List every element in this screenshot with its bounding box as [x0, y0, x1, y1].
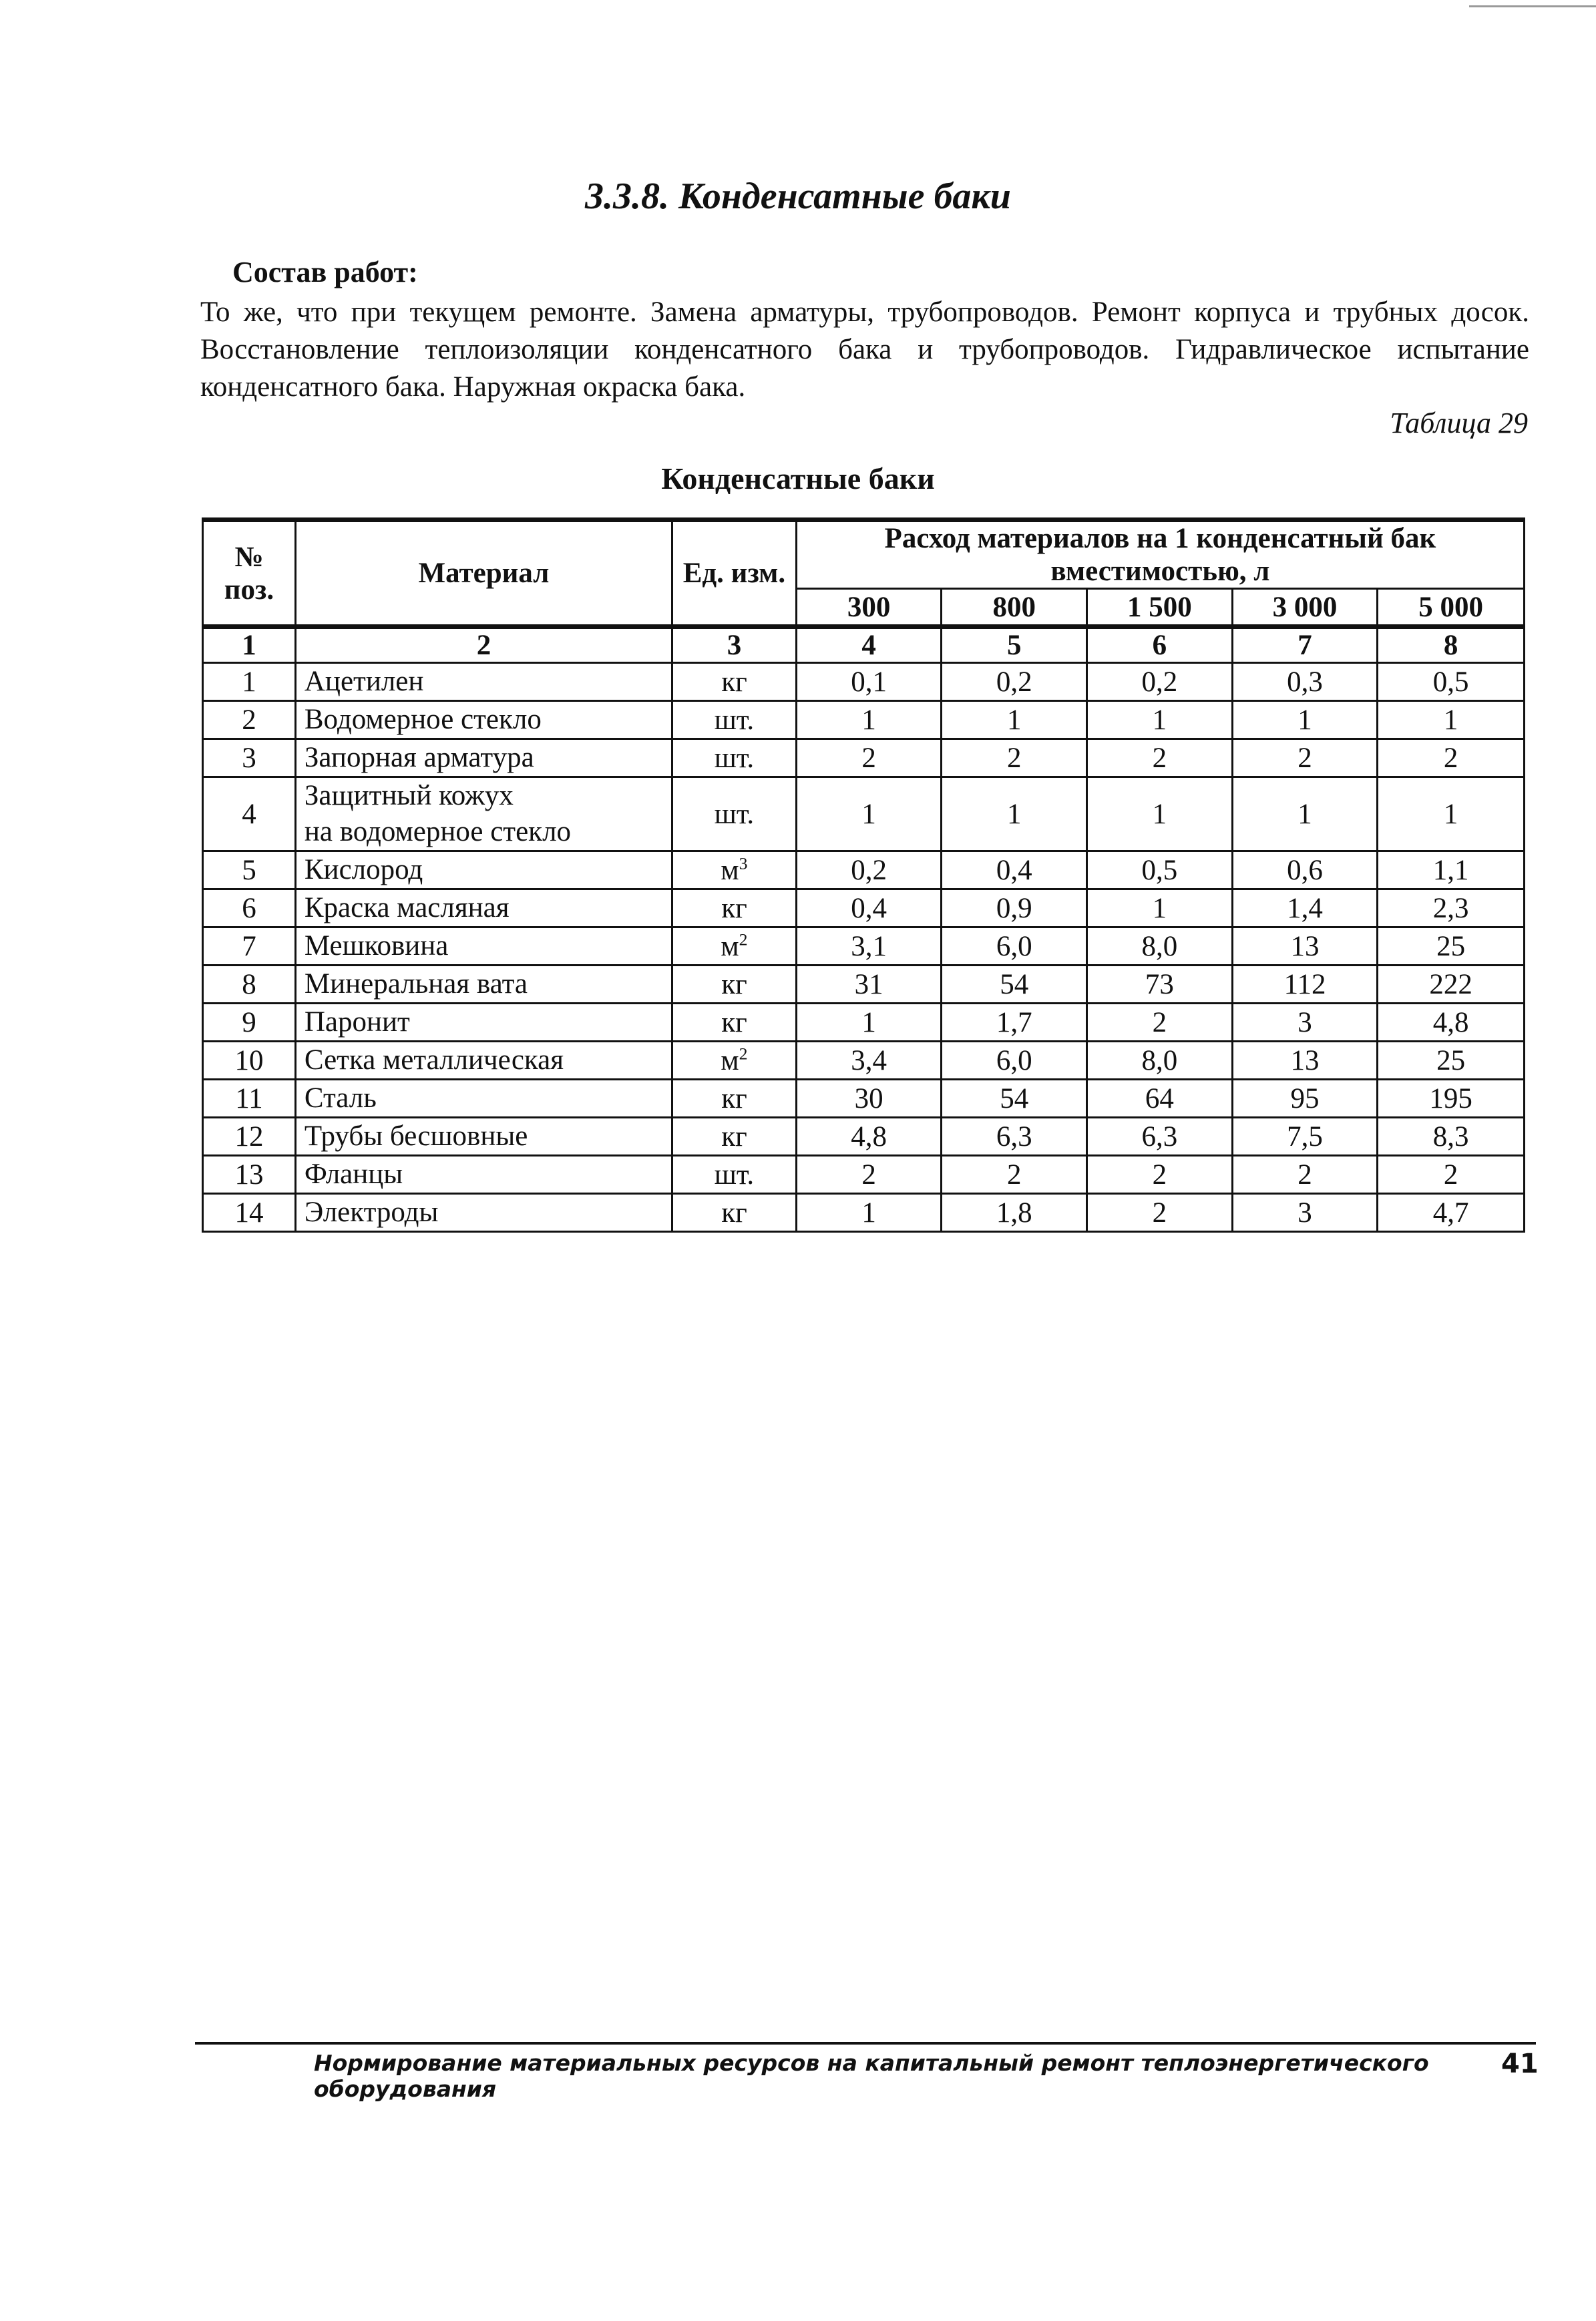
row-value-text: 0,5	[1141, 854, 1178, 886]
row-pos	[203, 663, 296, 701]
column-numbers-row	[203, 627, 1525, 663]
row-value	[942, 889, 1087, 927]
row-pos	[203, 777, 296, 851]
row-unit-text: кг	[721, 666, 747, 698]
row-value-text: 13	[1290, 1044, 1320, 1076]
row-value-text: 64	[1145, 1082, 1174, 1114]
row-value	[1087, 777, 1233, 851]
row-value	[942, 701, 1087, 739]
table-row	[203, 777, 1525, 851]
row-pos-text: 12	[234, 1120, 264, 1152]
table-row	[203, 966, 1525, 1004]
row-material-text: Паронит	[304, 1006, 410, 1038]
row-value	[1087, 1080, 1233, 1118]
row-value	[1378, 739, 1525, 777]
table-row	[203, 851, 1525, 889]
row-value-text: 1	[1007, 704, 1022, 736]
row-value	[1378, 851, 1525, 889]
row-value	[1232, 966, 1378, 1004]
table-row	[203, 1080, 1525, 1118]
row-material	[295, 1194, 672, 1232]
row-material	[295, 1118, 672, 1156]
row-unit-text: шт.	[714, 742, 755, 774]
column-number: 4	[796, 627, 942, 663]
table-title: Конденсатные баки	[661, 461, 935, 495]
table-row	[203, 1194, 1525, 1232]
row-value-text: 2	[1152, 1197, 1167, 1229]
row-unit-text: шт.	[714, 704, 755, 736]
row-value-text: 0,2	[851, 854, 887, 886]
row-material-text: Сталь	[304, 1082, 377, 1114]
row-material-text: Ацетилен	[304, 666, 424, 697]
row-pos-text: 1	[242, 666, 256, 698]
row-pos	[203, 1118, 296, 1156]
row-value-text: 0,4	[996, 854, 1032, 886]
row-value	[942, 777, 1087, 851]
header-unit: Ед. изм.	[672, 520, 797, 627]
work-description-paragraph: То же, что при текущем ремонте. Замена арматуры, трубопроводов. Ремонт корпуса и трубных досок. Восстановление теплоизоляции конденсатного бака и трубопроводов. Гидравлическое испытание конденсатного бака. Наружная окраска бака.	[200, 296, 1529, 403]
row-value-text: 30	[854, 1082, 883, 1114]
row-unit	[672, 966, 797, 1004]
row-unit	[672, 851, 797, 889]
row-value	[1232, 851, 1378, 889]
row-value-text: 1	[1298, 798, 1312, 830]
row-pos-text: 11	[235, 1082, 263, 1114]
row-value-text: 95	[1290, 1082, 1320, 1114]
row-material	[295, 1042, 672, 1080]
row-value	[1232, 1156, 1378, 1194]
row-value	[796, 777, 942, 851]
row-value	[1378, 1080, 1525, 1118]
row-value	[1378, 1042, 1525, 1080]
row-unit	[672, 1080, 797, 1118]
row-pos-text: 5	[242, 854, 256, 886]
section-heading: 3.3.8. Конденсатные баки	[585, 176, 1011, 217]
row-material	[295, 1080, 672, 1118]
unit-superscript: 2	[739, 1044, 748, 1064]
row-value-text: 0,2	[1141, 666, 1178, 698]
column-number: 6	[1087, 627, 1233, 663]
page-number: 41	[1501, 2049, 1539, 2079]
row-value	[1232, 927, 1378, 966]
row-value-text: 2	[1152, 1158, 1167, 1191]
row-value	[1232, 701, 1378, 739]
row-value-text: 4,8	[851, 1120, 887, 1152]
table-number-label: Таблица 29	[1390, 407, 1528, 439]
row-value-text: 2	[1007, 742, 1022, 774]
column-number: 2	[295, 627, 672, 663]
row-value	[942, 1042, 1087, 1080]
row-value	[1087, 701, 1233, 739]
row-value	[1232, 1080, 1378, 1118]
table-row	[203, 1156, 1525, 1194]
row-value	[1232, 663, 1378, 701]
row-value-text: 54	[1000, 968, 1029, 1000]
row-value-text: 2	[1152, 742, 1167, 774]
row-material-text: Водомерное стекло	[304, 704, 542, 735]
row-unit	[672, 1118, 797, 1156]
row-value	[1232, 1118, 1378, 1156]
row-pos-text: 10	[234, 1044, 264, 1076]
table-row	[203, 1004, 1525, 1042]
column-number: 7	[1232, 627, 1378, 663]
row-value	[796, 739, 942, 777]
row-unit-text: шт.	[714, 798, 755, 830]
row-value-text: 6,3	[996, 1120, 1032, 1152]
row-value	[796, 701, 942, 739]
row-pos-text: 4	[242, 798, 256, 830]
row-value-text: 0,1	[851, 666, 887, 698]
row-value	[1087, 1004, 1233, 1042]
row-value	[796, 1156, 942, 1194]
row-value-text: 0,9	[996, 892, 1032, 924]
row-value-text: 25	[1436, 1044, 1466, 1076]
row-material-text: Кислород	[304, 854, 423, 885]
row-value	[1087, 663, 1233, 701]
row-unit-text: кг	[721, 1006, 747, 1038]
row-unit-text: м	[721, 1044, 739, 1076]
row-value	[942, 1194, 1087, 1232]
materials-table	[202, 517, 1525, 1233]
row-value	[1378, 663, 1525, 701]
work-composition-label: Состав работ:	[232, 256, 418, 288]
row-value	[796, 663, 942, 701]
row-value	[1232, 739, 1378, 777]
row-unit	[672, 663, 797, 701]
row-value-text: 3	[1298, 1197, 1312, 1229]
header-pos: № поз.	[203, 520, 296, 627]
row-value	[1378, 701, 1525, 739]
row-value	[1087, 1118, 1233, 1156]
row-value-text: 4,7	[1432, 1197, 1469, 1229]
row-value	[796, 1004, 942, 1042]
row-material	[295, 777, 672, 851]
row-value	[942, 927, 1087, 966]
row-material-text: Мешковина	[304, 930, 449, 962]
row-value-text: 222	[1429, 968, 1472, 1000]
row-pos	[203, 1042, 296, 1080]
row-value-text: 1	[1152, 798, 1167, 830]
header-consumption: Расход материалов на 1 конденсатный бак вместимостью, л	[796, 520, 1524, 589]
row-pos-text: 14	[234, 1197, 264, 1229]
row-value-text: 3,4	[851, 1044, 887, 1076]
row-pos-text: 7	[242, 930, 256, 962]
row-unit-text: кг	[721, 968, 747, 1000]
row-pos	[203, 966, 296, 1004]
header-capacity: 800	[942, 589, 1087, 627]
table-row	[203, 701, 1525, 739]
table-row	[203, 663, 1525, 701]
row-unit	[672, 1156, 797, 1194]
row-value	[796, 966, 942, 1004]
row-unit	[672, 1004, 797, 1042]
header-capacity: 300	[796, 589, 942, 627]
row-value	[942, 1118, 1087, 1156]
row-value-text: 4,8	[1432, 1006, 1469, 1038]
row-value	[1087, 851, 1233, 889]
header-material: Материал	[295, 520, 672, 627]
row-value-text: 1	[861, 798, 876, 830]
row-value	[1378, 966, 1525, 1004]
row-value-text: 2	[1298, 1158, 1312, 1191]
row-pos	[203, 851, 296, 889]
row-value-text: 1	[1443, 798, 1458, 830]
row-value-text: 31	[854, 968, 883, 1000]
row-value	[1087, 1194, 1233, 1232]
row-value	[796, 1194, 942, 1232]
row-value	[1087, 927, 1233, 966]
row-value	[942, 663, 1087, 701]
row-material	[295, 739, 672, 777]
row-value	[1378, 1194, 1525, 1232]
row-value-text: 0,6	[1287, 854, 1323, 886]
row-value-text: 1,7	[996, 1006, 1032, 1038]
row-material-text: Запорная арматура	[304, 742, 534, 773]
row-value-text: 13	[1290, 930, 1320, 962]
row-unit	[672, 777, 797, 851]
row-unit-text: м	[721, 854, 739, 886]
row-value-text: 6,0	[996, 930, 1032, 962]
row-value	[1378, 927, 1525, 966]
row-value-text: 112	[1283, 968, 1326, 1000]
row-value-text: 3	[1298, 1006, 1312, 1038]
row-value-text: 0,3	[1287, 666, 1323, 698]
row-value	[1232, 1194, 1378, 1232]
row-value-text: 1	[1443, 704, 1458, 736]
row-material	[295, 966, 672, 1004]
row-value-text: 0,4	[851, 892, 887, 924]
row-material-text: на водомерное стекло	[304, 816, 572, 847]
row-pos	[203, 1004, 296, 1042]
row-value	[942, 1080, 1087, 1118]
row-material	[295, 701, 672, 739]
header-capacity: 1 500	[1087, 589, 1233, 627]
row-value-text: 25	[1436, 930, 1466, 962]
row-value-text: 54	[1000, 1082, 1029, 1114]
row-value-text: 0,2	[996, 666, 1032, 698]
row-value-text: 1,4	[1287, 892, 1323, 924]
table-row	[203, 1118, 1525, 1156]
row-unit-text: кг	[721, 892, 747, 924]
row-value	[1232, 889, 1378, 927]
row-pos	[203, 701, 296, 739]
row-value-text: 2	[1443, 1158, 1458, 1191]
row-material-text: Минеральная вата	[304, 968, 528, 1000]
row-material	[295, 889, 672, 927]
unit-superscript: 3	[739, 853, 748, 873]
row-value	[1087, 1042, 1233, 1080]
row-value	[1232, 1004, 1378, 1042]
row-unit	[672, 889, 797, 927]
row-value	[942, 851, 1087, 889]
row-value	[796, 851, 942, 889]
row-value-text: 8,0	[1141, 930, 1178, 962]
row-pos-text: 13	[234, 1158, 264, 1191]
column-number: 8	[1378, 627, 1525, 663]
row-material-text: Краска масляная	[304, 892, 510, 923]
row-value	[1087, 889, 1233, 927]
row-value	[1378, 889, 1525, 927]
column-number: 5	[942, 627, 1087, 663]
row-unit	[672, 1194, 797, 1232]
row-value-text: 6,0	[996, 1044, 1032, 1076]
row-material-text: Трубы бесшовные	[304, 1120, 528, 1152]
row-value-text: 73	[1145, 968, 1174, 1000]
row-value-text: 1	[1152, 892, 1167, 924]
row-unit-text: м	[721, 930, 739, 962]
row-unit-text: кг	[721, 1120, 747, 1152]
row-value	[796, 1118, 942, 1156]
top-edge-rule	[1469, 5, 1596, 7]
row-material	[295, 663, 672, 701]
row-unit-text: кг	[721, 1082, 747, 1114]
row-value	[942, 739, 1087, 777]
row-pos	[203, 1194, 296, 1232]
row-material-text: Сетка металлическая	[304, 1044, 564, 1076]
row-pos-text: 8	[242, 968, 256, 1000]
row-material	[295, 927, 672, 966]
row-value-text: 1	[1298, 704, 1312, 736]
row-value-text: 1	[1007, 798, 1022, 830]
row-value-text: 2	[1007, 1158, 1022, 1191]
row-pos-text: 9	[242, 1006, 256, 1038]
row-unit	[672, 701, 797, 739]
row-material	[295, 1004, 672, 1042]
column-number: 1	[203, 627, 296, 663]
row-value	[796, 889, 942, 927]
row-value	[796, 1080, 942, 1118]
row-value-text: 195	[1429, 1082, 1472, 1114]
row-value	[796, 927, 942, 966]
row-value-text: 1	[861, 1197, 876, 1229]
row-value-text: 1	[1152, 704, 1167, 736]
row-value-text: 2	[1443, 742, 1458, 774]
row-value	[1378, 1118, 1525, 1156]
table-row	[203, 739, 1525, 777]
column-number: 3	[672, 627, 797, 663]
row-value-text: 1	[861, 1006, 876, 1038]
row-value-text: 2	[861, 1158, 876, 1191]
row-pos-text: 2	[242, 704, 256, 736]
unit-superscript: 2	[739, 929, 748, 950]
row-unit	[672, 927, 797, 966]
row-unit	[672, 1042, 797, 1080]
row-value-text: 2,3	[1432, 892, 1469, 924]
row-material	[295, 851, 672, 889]
header-capacity: 5 000	[1378, 589, 1525, 627]
row-pos-text: 3	[242, 742, 256, 774]
row-value	[1232, 1042, 1378, 1080]
row-value	[1378, 1004, 1525, 1042]
row-value	[1087, 966, 1233, 1004]
row-pos	[203, 739, 296, 777]
table-row	[203, 889, 1525, 927]
row-value-text: 2	[861, 742, 876, 774]
row-value	[796, 1042, 942, 1080]
row-value-text: 7,5	[1287, 1120, 1323, 1152]
row-material-text: Защитный кожух	[304, 780, 514, 811]
row-unit-text: шт.	[714, 1158, 755, 1191]
row-material-text: Фланцы	[304, 1158, 403, 1190]
row-value	[942, 966, 1087, 1004]
row-pos	[203, 889, 296, 927]
row-value	[1232, 777, 1378, 851]
row-pos	[203, 1156, 296, 1194]
table-row	[203, 927, 1525, 966]
row-value-text: 8,0	[1141, 1044, 1178, 1076]
row-value	[1087, 1156, 1233, 1194]
row-material	[295, 1156, 672, 1194]
table-row	[203, 1042, 1525, 1080]
row-value-text: 0,5	[1432, 666, 1469, 698]
footer-title: Нормирование материальных ресурсов на капитальный ремонт теплоэнергетического оборудования	[314, 2050, 1429, 2102]
row-unit-text: кг	[721, 1197, 747, 1229]
row-unit	[672, 739, 797, 777]
row-value	[1087, 739, 1233, 777]
row-value	[1378, 777, 1525, 851]
row-value-text: 1	[861, 704, 876, 736]
row-value-text: 1,8	[996, 1197, 1032, 1229]
row-value	[1378, 1156, 1525, 1194]
row-pos	[203, 1080, 296, 1118]
row-pos-text: 6	[242, 892, 256, 924]
row-value-text: 3,1	[851, 930, 887, 962]
row-material-text: Электроды	[304, 1197, 439, 1228]
row-value	[942, 1156, 1087, 1194]
row-pos	[203, 927, 296, 966]
footer-rule	[195, 2042, 1536, 2045]
row-value-text: 2	[1298, 742, 1312, 774]
row-value-text: 2	[1152, 1006, 1167, 1038]
row-value-text: 6,3	[1141, 1120, 1178, 1152]
row-value-text: 1,1	[1432, 854, 1469, 886]
row-value	[942, 1004, 1087, 1042]
header-capacity: 3 000	[1232, 589, 1378, 627]
row-value-text: 8,3	[1432, 1120, 1469, 1152]
